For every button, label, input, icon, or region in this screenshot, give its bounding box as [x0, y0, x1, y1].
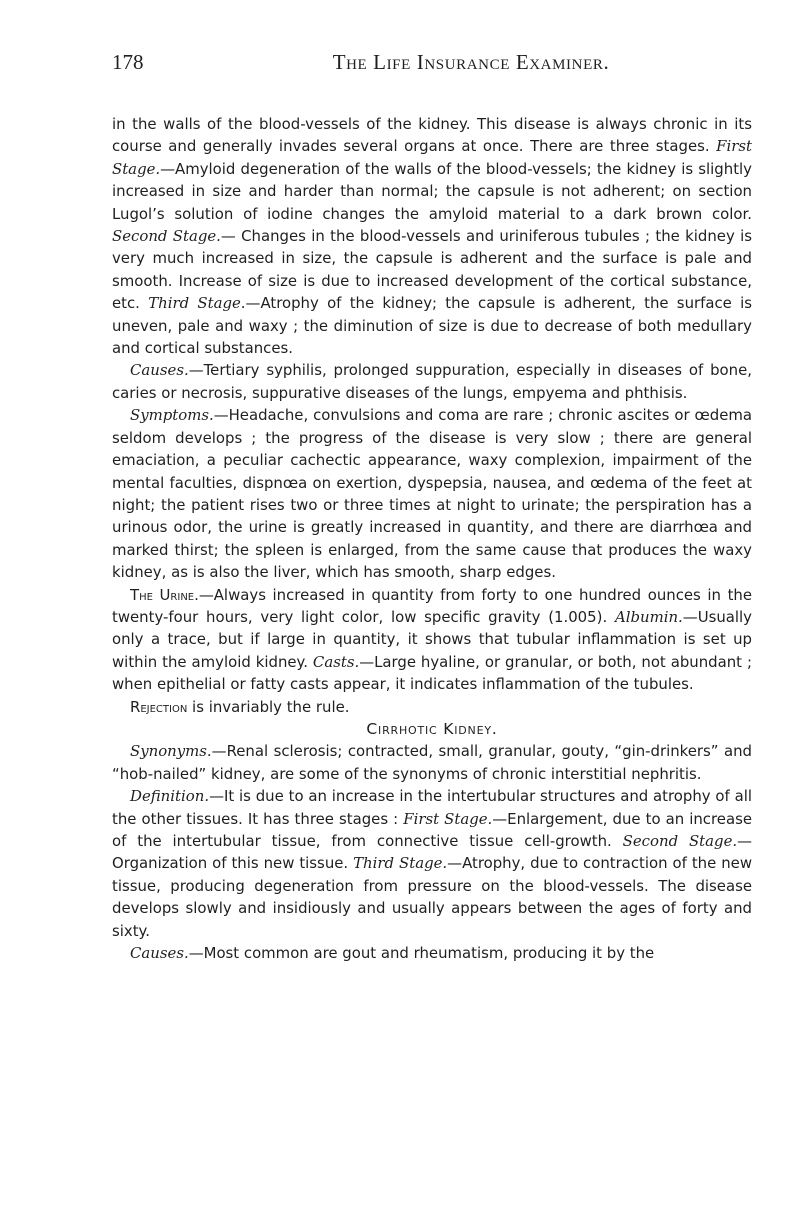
synonyms-paragraph [112, 740, 752, 785]
symptoms-paragraph [112, 404, 752, 583]
rejection-label: Rejection [130, 697, 188, 716]
definition-text: —It is due to an increase in the intertubular structures and atrophy of all the other tissues. It has three stages : [112, 787, 752, 828]
causes-label: Causes. [130, 361, 189, 380]
symptoms-label: Symptoms. [130, 406, 214, 425]
definition-paragraph [112, 785, 752, 942]
amyloid-stages-paragraph [112, 113, 752, 359]
symptoms-text: —Headache, convulsions and coma are rare ; chronic ascites or œdema seldom develops ; the progress of the disease is very slow ; there are general emaciation, a peculiar cachectic appearance, waxy complexion, impairment of the mental faculties, dispnœa on exertion, dyspepsia, nausea, and œdema of the feet at night; the patient rises two or three times at night to urinate; the perspiration has a urinous odor, the urine is greatly increased in quantity, and there are diarrhœa and marked thirst; the spleen is enlarged, from the same cause that produces the waxy kidney, as is also the liver, which has smooth, sharp edges. [112, 406, 752, 582]
section-heading: Cirrhotic Kidney. [366, 719, 498, 738]
running-title: The Life Insurance Examiner. [332, 50, 610, 74]
second-stage-label: Second Stage. [112, 227, 221, 246]
urine-paragraph [112, 584, 752, 696]
synonyms-text: —Renal sclerosis; contracted, small, granular, gouty, “gin-drinkers” and “hob-nailed” kidney, are some of the synonyms of chronic interstitial nephritis. [112, 742, 752, 783]
third-stage-text: —Atrophy of the kidney; the capsule is adherent, the surface is uneven, pale and waxy ; the diminution of size is due to decrease of both medullary and cortical substances. [112, 294, 753, 358]
urine-text: —Always increased in quantity from forty to one hundred ounces in the twenty-four hours, very light color, low specific gravity (1.005). [112, 585, 753, 626]
cirrhotic-causes-label: Causes. [130, 944, 189, 963]
causes-paragraph [112, 359, 752, 404]
cirrhotic-first-stage-label: First Stage. [403, 809, 493, 828]
albumin-text: —Usually only a trace, but if large in quantity, it shows that tubular inflammation is set up within the amyloid kidney. [112, 607, 752, 671]
cirrhotic-second-stage-label: Second Stage. [622, 832, 738, 850]
cirrhotic-causes-paragraph [112, 942, 752, 964]
cirrhotic-second-stage-text: —Organization of this new tissue. [112, 832, 753, 873]
first-stage-label: First Stage. [112, 137, 752, 178]
cirrhotic-first-stage-text: —Enlargement, due to an increase of the intertubular tissue, from connective tissue cell-growth. [112, 809, 752, 850]
second-stage-text: — Changes in the blood-vessels and uriniferous tubules ; the kidney is very much increased in size, the capsule is adherent and the surface is pale and smooth. Increase of size is due to increased development of the cortical substance, etc. [112, 227, 752, 313]
third-stage-label: Third Stage. [148, 294, 246, 313]
rejection-text: is invariably the rule. [187, 697, 350, 716]
rejection-paragraph [112, 696, 752, 718]
urine-label: The Urine. [130, 585, 199, 604]
cirrhotic-third-stage-text: —Atrophy, due to contraction of the new tissue, producing degeneration from pressure on the blood-vessels. The disease develops slowly and insidiously and usually appears between the ages of forty and sixty. [112, 854, 753, 940]
first-stage-text: —Amyloid degeneration of the walls of the blood-vessels; the kidney is slightly increased in size and harder than normal; the capsule is not adherent; on section Lugol’s solution of iodine changes the amyloid material to a dark brown color. [112, 159, 752, 223]
page-number: 178 [112, 50, 144, 74]
casts-label: Casts. [312, 652, 360, 671]
cirrhotic-causes-text: —Most common are gout and rheumatism, producing it by the [188, 944, 655, 963]
synonyms-label: Synonyms. [130, 742, 212, 761]
definition-label: Definition. [130, 787, 210, 806]
page-header [112, 50, 742, 90]
albumin-label: Albumin. [614, 607, 683, 626]
casts-text: —Large hyaline, or granular, or both, not abundant ; when epithelial or fatty casts appear, it indicates inflammation of the tubules. [112, 652, 752, 694]
causes-text: —Tertiary syphilis, prolonged suppuration, especially in diseases of bone, caries or necrosis, suppurative diseases of the lungs, empyema and phthisis. [112, 361, 752, 402]
cirrhotic-third-stage-label: Third Stage. [353, 854, 448, 873]
amyloid-intro-text: in the walls of the blood-vessels of the kidney. This disease is always chronic in its course and generally invades several organs at once. There are three stages. [112, 115, 752, 156]
body-text [112, 113, 752, 964]
